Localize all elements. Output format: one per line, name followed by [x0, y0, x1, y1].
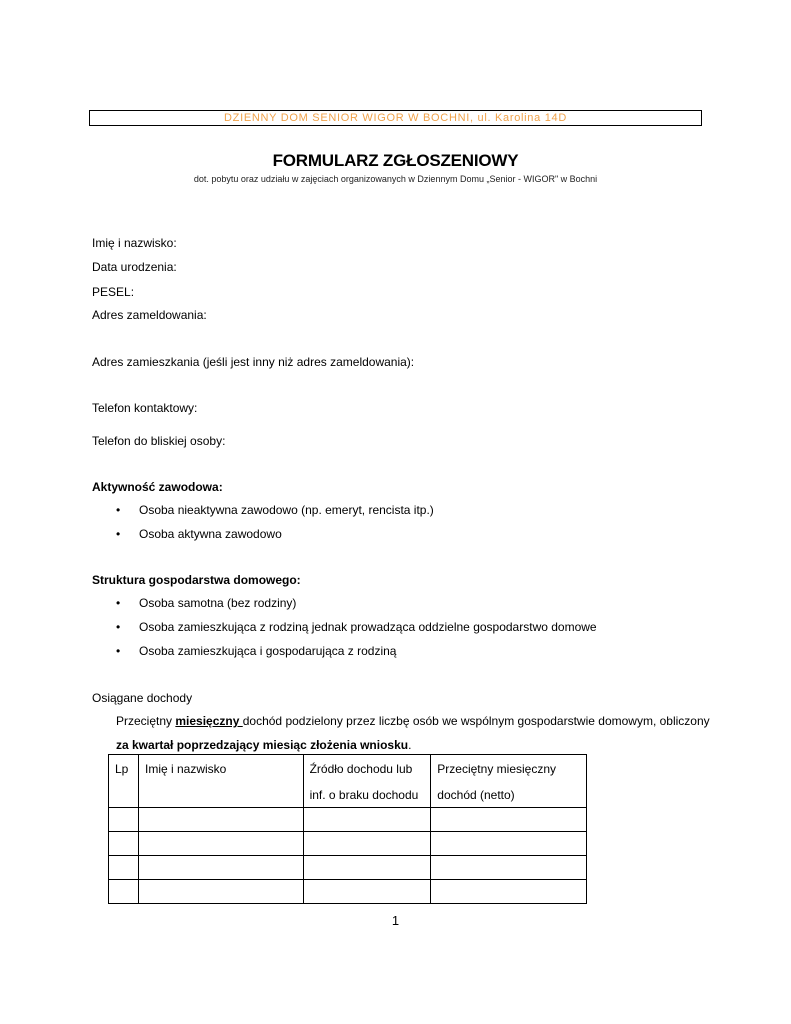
- page-number: 1: [391, 913, 400, 928]
- income-desc-monthly: miesięczny: [175, 714, 243, 728]
- table-header-income-line2: dochód (netto): [437, 788, 515, 802]
- table-row: [109, 832, 587, 856]
- field-label-relative-phone: Telefon do bliskiej osoby:: [92, 434, 226, 448]
- field-label-phone: Telefon kontaktowy:: [92, 401, 198, 415]
- table-cell[interactable]: [303, 808, 431, 832]
- table-cell[interactable]: [431, 856, 587, 880]
- section-title-income: Osiągane dochody: [92, 691, 193, 705]
- option-active: Osoba aktywna zawodowo: [139, 527, 282, 541]
- header-box: [89, 110, 702, 126]
- table-cell[interactable]: [431, 880, 587, 904]
- option-inactive: Osoba nieaktywna zawodowo (np. emeryt, rencista itp.): [139, 503, 434, 517]
- table-cell[interactable]: [109, 880, 139, 904]
- table-cell[interactable]: [109, 856, 139, 880]
- option-single: Osoba samotna (bez rodziny): [139, 596, 297, 610]
- table-cell[interactable]: [303, 856, 431, 880]
- table-cell[interactable]: [431, 808, 587, 832]
- table-cell[interactable]: [138, 856, 303, 880]
- section-title-household-structure: Struktura gospodarstwa domowego:: [92, 573, 301, 587]
- table-header-source-line2: inf. o braku dochodu: [309, 788, 419, 802]
- table-cell[interactable]: [109, 808, 139, 832]
- table-row: [109, 880, 587, 904]
- bullet-icon: •: [116, 596, 121, 610]
- income-description-line1: [116, 714, 710, 728]
- income-table: [108, 754, 587, 904]
- option-shared-household: Osoba zamieszkująca i gospodarująca z rodziną: [139, 644, 397, 658]
- table-header-source: [303, 755, 431, 808]
- table-cell[interactable]: [138, 808, 303, 832]
- table-header-income-line1: Przeciętny miesięczny: [437, 762, 557, 776]
- table-cell[interactable]: [303, 832, 431, 856]
- form-title: FORMULARZ ZGŁOSZENIOWY: [272, 151, 519, 170]
- field-label-birth-date: Data urodzenia:: [92, 260, 177, 274]
- section-title-professional-activity: Aktywność zawodowa:: [92, 480, 223, 494]
- bullet-icon: •: [116, 644, 121, 658]
- table-header-name: Imię i nazwisko: [138, 755, 303, 808]
- table-header-lp: Lp: [109, 755, 139, 808]
- income-desc-period: .: [408, 738, 412, 752]
- table-cell[interactable]: [303, 880, 431, 904]
- income-desc-text: Przeciętny: [116, 714, 176, 728]
- income-desc-quarter: za kwartał poprzedzający miesiąc złożenia wniosku: [116, 738, 409, 752]
- table-row: [109, 856, 587, 880]
- bullet-icon: •: [116, 527, 121, 541]
- table-cell[interactable]: [138, 832, 303, 856]
- table-cell[interactable]: [109, 832, 139, 856]
- option-separate-household: Osoba zamieszkująca z rodziną jednak prowadząca oddzielne gospodarstwo domowe: [139, 620, 597, 634]
- income-desc-text: dochód podzielony przez liczbę osób we wspólnym gospodarstwie domowym, obliczony: [242, 714, 710, 728]
- table-header-row: [109, 755, 587, 808]
- header-text: DZIENNY DOM SENIOR WIGOR W BOCHNI, ul. Karolina 14D: [224, 112, 567, 124]
- table-cell[interactable]: [431, 832, 587, 856]
- field-label-pesel: PESEL:: [92, 285, 135, 299]
- field-label-registered-address: Adres zameldowania:: [92, 308, 207, 322]
- bullet-icon: •: [116, 620, 121, 634]
- table-cell[interactable]: [138, 880, 303, 904]
- form-subtitle: dot. pobytu oraz udziału w zajęciach organizowanych w Dziennym Domu „Senior - WIGOR" w Bochni: [193, 174, 598, 184]
- field-label-residence-address: Adres zamieszkania (jeśli jest inny niż adres zameldowania):: [92, 355, 415, 369]
- table-row: [109, 808, 587, 832]
- bullet-icon: •: [116, 503, 121, 517]
- table-header-source-line1: Źródło dochodu lub: [309, 762, 413, 776]
- field-label-name: Imię i nazwisko:: [92, 236, 177, 250]
- table-header-income: [431, 755, 587, 808]
- income-description-line2: [116, 738, 411, 752]
